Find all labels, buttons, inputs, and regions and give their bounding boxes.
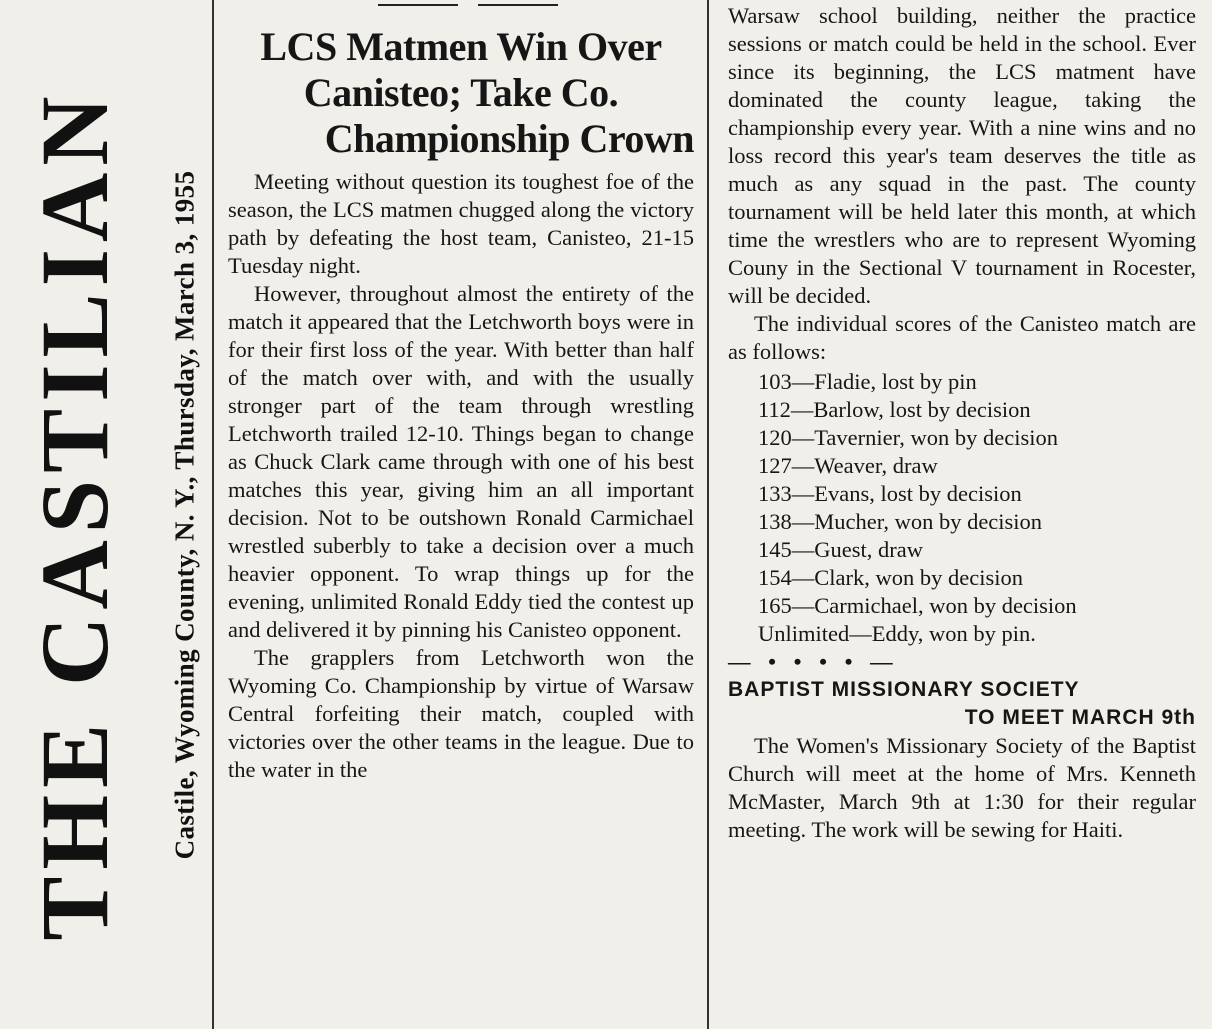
dateline: Castile, Wyoming County, N. Y., Thursday, March 3, 1955	[169, 170, 200, 860]
continuation-paragraph: Warsaw school building, neither the practice sessions or match could be held in the school. Ever since its beginning, the LCS matment have dominated the county league, taking the championship every year. With a nine wins and no loss record this year's team deserves the title as much as any squad in the past. The county tournament will be held later this month, at which time the wrestlers who are to represent Wyoming Couny in the Sectional V tournament in Rocester, will be decided.	[728, 3, 1196, 308]
newspaper-title: THE CASTILIAN	[21, 89, 128, 941]
scores-list	[758, 368, 1196, 648]
score-line: 103—Fladie, lost by pin	[758, 369, 977, 394]
article-wrestling	[228, 0, 694, 784]
scores-intro: The individual scores of the Canisteo match are as follows:	[728, 311, 1196, 364]
section-divider: — • • • • —	[728, 649, 899, 674]
column-rule-left	[212, 0, 214, 1029]
article2-headline: BAPTIST MISSIONARY SOCIETY	[728, 678, 1080, 701]
headline-line: Canisteo; Take Co.	[303, 70, 619, 115]
article2-subheadline: TO MEET MARCH 9th	[964, 706, 1196, 729]
score-line: 138—Mucher, won by decision	[758, 509, 1043, 534]
score-line: 127—Weaver, draw	[758, 453, 938, 478]
article-headline	[228, 24, 694, 162]
score-line: 154—Clark, won by decision	[758, 565, 1023, 590]
score-line: 145—Guest, draw	[758, 537, 923, 562]
article-paragraph: However, throughout almost the entirety of the match it appeared that the Letchworth boys were in for their first loss of the year. With better than half of the match over with, and with the usually stronger part of the team through wrestling Letchworth trailed 12-10. Things began to change as Chuck Clark came through with one of his best matches this year, giving him an all important decision. Not to be outshown Ronald Carmichael wrestled suberbly to take a decision over a much heavier opponent. To wrap things up for the evening, unlimited Ronald Eddy tied the contest up and delivered it by pinning his Canisteo opponent.	[228, 281, 694, 642]
score-line: Unlimited—Eddy, won by pin.	[758, 621, 1036, 646]
article-continuation	[728, 2, 1196, 844]
score-line: 165—Carmichael, won by decision	[758, 593, 1077, 618]
masthead	[0, 0, 150, 1029]
score-line: 133—Evans, lost by decision	[758, 481, 1022, 506]
headline-line: LCS Matmen Win Over	[260, 24, 662, 69]
article-paragraph: Meeting without question its toughest foe of the season, the LCS matmen chugged along the victory path by defeating the host team, Canisteo, 21-15 Tuesday night.	[228, 169, 694, 278]
top-ornament	[228, 0, 694, 10]
headline-line: Championship Crown	[324, 116, 694, 161]
article-paragraph: The grapplers from Letchworth won the Wyoming Co. Championship by virtue of Warsaw Central forfeiting their match, coupled with victories over the other teams in the league. Due to the water in the	[228, 645, 694, 782]
column-rule-middle	[707, 0, 709, 1029]
score-line: 112—Barlow, lost by decision	[758, 397, 1031, 422]
article2-paragraph: The Women's Missionary Society of the Baptist Church will meet at the home of Mrs. Kenneth McMaster, March 9th at 1:30 for their regular meeting. The work will be sewing for Haiti.	[728, 733, 1196, 842]
score-line: 120—Tavernier, won by decision	[758, 425, 1058, 450]
